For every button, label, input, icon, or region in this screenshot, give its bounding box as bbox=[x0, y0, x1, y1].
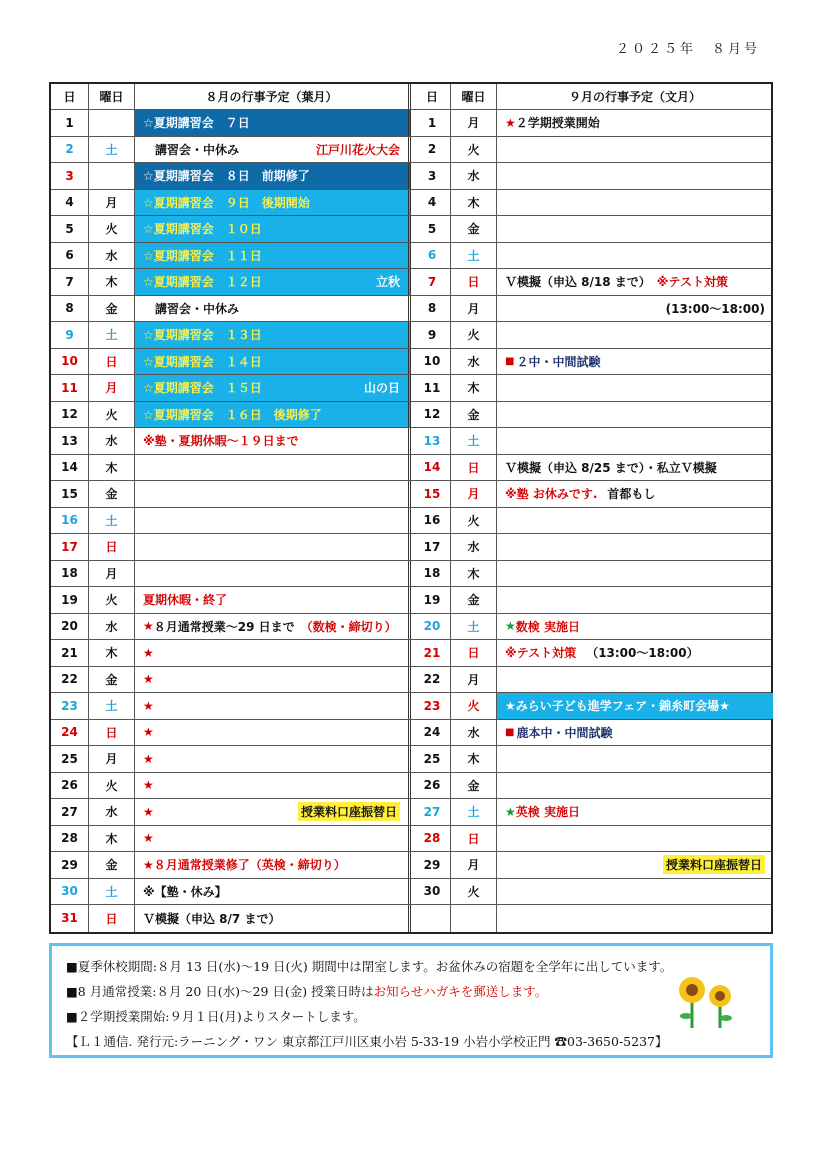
aug-day-29: 29 bbox=[51, 852, 89, 878]
sep-event-1 bbox=[497, 110, 773, 136]
august-title: ８月の行事予定（葉月） bbox=[135, 84, 411, 109]
aug-day-28: 28 bbox=[51, 826, 89, 852]
sep-day-28: 28 bbox=[414, 826, 451, 852]
aug-day-4: 4 bbox=[51, 190, 89, 216]
calendar-row bbox=[51, 296, 771, 323]
sep-weekday-3: 水 bbox=[451, 163, 497, 189]
sunflower-icon bbox=[672, 976, 742, 1028]
aug-event-7 bbox=[135, 269, 411, 295]
aug-event-14 bbox=[135, 455, 411, 481]
event-calendar bbox=[49, 82, 773, 934]
sep-event-12 bbox=[497, 402, 773, 428]
sep-weekday-19: 金 bbox=[451, 587, 497, 613]
sep-event-text: 鹿本中・中間試験 bbox=[516, 725, 613, 740]
aug-day-15: 15 bbox=[51, 481, 89, 507]
aug-day-12: 12 bbox=[51, 402, 89, 428]
sep-day-19: 19 bbox=[414, 587, 451, 613]
sep-day-29: 29 bbox=[414, 852, 451, 878]
sep-weekday-1: 月 bbox=[451, 110, 497, 136]
aug-event-30 bbox=[135, 879, 411, 905]
calendar-row bbox=[51, 587, 771, 614]
sep-day-3: 3 bbox=[414, 163, 451, 189]
aug-weekday-17: 日 bbox=[89, 534, 135, 560]
notice-summer-closure: ■夏季休校期間:８月 13 日(水)～19 日(火) 期間中は閉室します。お盆休みの宿題を全学年に出しています。 bbox=[66, 959, 673, 974]
calendar-row bbox=[51, 534, 771, 561]
calendar-row bbox=[51, 349, 771, 376]
aug-event-11 bbox=[135, 375, 411, 401]
aug-weekday-9: 土 bbox=[89, 322, 135, 348]
aug-day-30: 30 bbox=[51, 879, 89, 905]
sep-day-1: 1 bbox=[414, 110, 451, 136]
aug-event-17 bbox=[135, 534, 411, 560]
sep-weekday-29: 月 bbox=[451, 852, 497, 878]
sep-event-11 bbox=[497, 375, 773, 401]
calendar-row bbox=[51, 455, 771, 482]
aug-day-13: 13 bbox=[51, 428, 89, 454]
aug-day-17: 17 bbox=[51, 534, 89, 560]
calendar-row bbox=[51, 190, 771, 217]
sep-weekday-30: 火 bbox=[451, 879, 497, 905]
sep-event-9 bbox=[497, 322, 773, 348]
aug-event-13 bbox=[135, 428, 411, 454]
sep-event-2 bbox=[497, 137, 773, 163]
aug-event-23 bbox=[135, 693, 411, 719]
aug-event-text: 夏期休暇・終了 bbox=[143, 593, 228, 608]
notice-publisher: 【Ｌ１通信. 発行元:ラーニング・ワン 東京都江戸川区東小岩 5-33-19 小岩小学校正門 ☎03-3650-5237】 bbox=[66, 1034, 668, 1049]
aug-event-20 bbox=[135, 614, 411, 640]
sep-event-note: (13:00～18:00) bbox=[665, 301, 765, 316]
day-header: 日 bbox=[51, 84, 89, 109]
calendar-row bbox=[51, 720, 771, 747]
sep-day-11: 11 bbox=[414, 375, 451, 401]
aug-day-22: 22 bbox=[51, 667, 89, 693]
sep-weekday-26: 金 bbox=[451, 773, 497, 799]
calendar-row bbox=[51, 746, 771, 773]
aug-event-15 bbox=[135, 481, 411, 507]
aug-weekday-15: 金 bbox=[89, 481, 135, 507]
sep-weekday-31 bbox=[451, 905, 497, 932]
aug-weekday-20: 水 bbox=[89, 614, 135, 640]
aug-event-21 bbox=[135, 640, 411, 666]
aug-event-8 bbox=[135, 296, 411, 322]
aug-weekday-21: 木 bbox=[89, 640, 135, 666]
notice-box bbox=[49, 943, 773, 1058]
aug-event-note: 山の日 bbox=[363, 381, 400, 396]
sep-event-extra: 首都もし bbox=[607, 487, 656, 502]
sep-event-24 bbox=[497, 720, 773, 746]
aug-day-11: 11 bbox=[51, 375, 89, 401]
sep-event-text: ２学期授業開始 bbox=[515, 116, 600, 131]
aug-day-19: 19 bbox=[51, 587, 89, 613]
aug-event-31 bbox=[135, 905, 411, 932]
aug-day-20: 20 bbox=[51, 614, 89, 640]
aug-day-26: 26 bbox=[51, 773, 89, 799]
aug-day-9: 9 bbox=[51, 322, 89, 348]
calendar-row bbox=[51, 561, 771, 588]
aug-weekday-25: 月 bbox=[89, 746, 135, 772]
sep-weekday-27: 土 bbox=[451, 799, 497, 825]
aug-weekday-29: 金 bbox=[89, 852, 135, 878]
sep-event-18 bbox=[497, 561, 773, 587]
star-icon: ★ bbox=[505, 804, 516, 819]
aug-day-18: 18 bbox=[51, 561, 89, 587]
sep-day-16: 16 bbox=[414, 508, 451, 534]
sep-day-14: 14 bbox=[414, 455, 451, 481]
sep-weekday-18: 木 bbox=[451, 561, 497, 587]
calendar-row bbox=[51, 402, 771, 429]
aug-weekday-16: 土 bbox=[89, 508, 135, 534]
aug-weekday-26: 火 bbox=[89, 773, 135, 799]
sep-event-28 bbox=[497, 826, 773, 852]
aug-event-3 bbox=[135, 163, 411, 189]
calendar-row bbox=[51, 905, 771, 932]
sep-day-31 bbox=[414, 905, 451, 932]
calendar-row bbox=[51, 852, 771, 879]
aug-event-6 bbox=[135, 243, 411, 269]
aug-event-10 bbox=[135, 349, 411, 375]
sep-event-29 bbox=[497, 852, 773, 878]
star-icon: ★ bbox=[143, 804, 154, 819]
sep-weekday-23: 火 bbox=[451, 693, 497, 719]
sep-event-21 bbox=[497, 640, 773, 666]
sep-day-13: 13 bbox=[414, 428, 451, 454]
star-icon: ★ bbox=[143, 778, 154, 793]
sep-day-18: 18 bbox=[414, 561, 451, 587]
aug-weekday-8: 金 bbox=[89, 296, 135, 322]
aug-event-note: 立秋 bbox=[375, 275, 400, 290]
aug-weekday-18: 月 bbox=[89, 561, 135, 587]
sep-event-text: ★みらい子ども進学フェア・錦糸町会場★ bbox=[505, 699, 730, 714]
star-icon: ★ bbox=[143, 857, 154, 872]
sep-event-text: 英検 実施日 bbox=[515, 805, 580, 820]
star-icon: ★ bbox=[143, 645, 154, 660]
star-icon: ★ bbox=[143, 698, 154, 713]
calendar-row bbox=[51, 481, 771, 508]
sep-weekday-7: 日 bbox=[451, 269, 497, 295]
sep-day-24: 24 bbox=[414, 720, 451, 746]
weekday-header: 曜日 bbox=[89, 84, 135, 109]
aug-day-27: 27 bbox=[51, 799, 89, 825]
aug-weekday-28: 木 bbox=[89, 826, 135, 852]
aug-weekday-24: 日 bbox=[89, 720, 135, 746]
sep-event-text: Ｖ模擬（申込 8/18 まで） bbox=[505, 275, 651, 290]
calendar-row bbox=[51, 826, 771, 853]
aug-event-5 bbox=[135, 216, 411, 242]
aug-event-27 bbox=[135, 799, 411, 825]
aug-day-21: 21 bbox=[51, 640, 89, 666]
calendar-row bbox=[51, 163, 771, 190]
aug-event-26 bbox=[135, 773, 411, 799]
calendar-row bbox=[51, 614, 771, 641]
aug-day-24: 24 bbox=[51, 720, 89, 746]
day-header: 日 bbox=[414, 84, 451, 109]
sep-event-3 bbox=[497, 163, 773, 189]
aug-weekday-4: 月 bbox=[89, 190, 135, 216]
sep-day-23: 23 bbox=[414, 693, 451, 719]
aug-event-text: ☆夏期講習会 ９日 後期開始 bbox=[143, 195, 310, 210]
aug-event-18 bbox=[135, 561, 411, 587]
aug-event-16 bbox=[135, 508, 411, 534]
star-icon: ★ bbox=[143, 619, 154, 634]
aug-day-8: 8 bbox=[51, 296, 89, 322]
sep-event-17 bbox=[497, 534, 773, 560]
sep-day-20: 20 bbox=[414, 614, 451, 640]
aug-event-extra: （数検・締切り） bbox=[300, 619, 397, 634]
sep-event-20 bbox=[497, 614, 773, 640]
aug-event-text: ☆夏期講習会 ８日 前期修了 bbox=[143, 169, 310, 184]
aug-weekday-14: 木 bbox=[89, 455, 135, 481]
notice-second-term: ■２学期授業開始:９月１日(月)よりスタートします。 bbox=[66, 1009, 366, 1024]
sep-day-4: 4 bbox=[414, 190, 451, 216]
sep-event-14 bbox=[497, 455, 773, 481]
aug-event-4 bbox=[135, 190, 411, 216]
aug-day-16: 16 bbox=[51, 508, 89, 534]
aug-day-2: 2 bbox=[51, 137, 89, 163]
calendar-header bbox=[51, 84, 771, 110]
sep-weekday-6: 土 bbox=[451, 243, 497, 269]
aug-event-text: ８月通常授業～29 日まで bbox=[153, 619, 295, 634]
sep-event-text: ※塾 お休みです. bbox=[505, 487, 598, 502]
sep-event-23 bbox=[497, 693, 773, 719]
aug-event-28 bbox=[135, 826, 411, 852]
sep-event-7 bbox=[497, 269, 773, 295]
sep-day-21: 21 bbox=[414, 640, 451, 666]
sep-weekday-11: 木 bbox=[451, 375, 497, 401]
sep-event-10 bbox=[497, 349, 773, 375]
star-icon: ★ bbox=[143, 831, 154, 846]
calendar-row bbox=[51, 216, 771, 243]
aug-weekday-27: 水 bbox=[89, 799, 135, 825]
aug-weekday-30: 土 bbox=[89, 879, 135, 905]
aug-event-note: 江戸川花火大会 bbox=[315, 142, 400, 157]
sep-day-7: 7 bbox=[414, 269, 451, 295]
sep-day-25: 25 bbox=[414, 746, 451, 772]
weekday-header: 曜日 bbox=[451, 84, 497, 109]
aug-event-29 bbox=[135, 852, 411, 878]
aug-event-text: ８月通常授業修了（英検・締切り） bbox=[153, 858, 346, 873]
star-icon: ★ bbox=[143, 672, 154, 687]
aug-event-text: ☆夏期講習会 １１日 bbox=[143, 248, 262, 263]
sep-weekday-16: 火 bbox=[451, 508, 497, 534]
calendar-row bbox=[51, 428, 771, 455]
sep-weekday-24: 水 bbox=[451, 720, 497, 746]
sep-weekday-17: 水 bbox=[451, 534, 497, 560]
aug-event-25 bbox=[135, 746, 411, 772]
aug-event-22 bbox=[135, 667, 411, 693]
sep-day-30: 30 bbox=[414, 879, 451, 905]
aug-day-7: 7 bbox=[51, 269, 89, 295]
sep-event-text: ※テスト対策 bbox=[505, 646, 577, 661]
sep-day-27: 27 bbox=[414, 799, 451, 825]
sep-day-15: 15 bbox=[414, 481, 451, 507]
calendar-row bbox=[51, 773, 771, 800]
aug-event-text: Ｖ模擬（申込 8/7 まで） bbox=[143, 911, 281, 926]
sep-weekday-4: 木 bbox=[451, 190, 497, 216]
sep-day-8: 8 bbox=[414, 296, 451, 322]
aug-event-text: ☆夏期講習会 ７日 bbox=[143, 116, 250, 131]
sep-day-26: 26 bbox=[414, 773, 451, 799]
sep-event-25 bbox=[497, 746, 773, 772]
calendar-row bbox=[51, 110, 771, 137]
aug-weekday-23: 土 bbox=[89, 693, 135, 719]
sep-event-16 bbox=[497, 508, 773, 534]
sep-weekday-10: 水 bbox=[451, 349, 497, 375]
aug-event-19 bbox=[135, 587, 411, 613]
calendar-row bbox=[51, 508, 771, 535]
star-icon: ★ bbox=[143, 751, 154, 766]
aug-event-text: ※【塾・休み】 bbox=[143, 884, 227, 899]
sep-weekday-15: 月 bbox=[451, 481, 497, 507]
sep-day-12: 12 bbox=[414, 402, 451, 428]
calendar-row bbox=[51, 137, 771, 164]
aug-event-24 bbox=[135, 720, 411, 746]
sep-day-10: 10 bbox=[414, 349, 451, 375]
sep-event-text: ２中・中間試験 bbox=[516, 354, 601, 369]
sep-day-5: 5 bbox=[414, 216, 451, 242]
aug-day-23: 23 bbox=[51, 693, 89, 719]
sep-event-5 bbox=[497, 216, 773, 242]
notice-august-classes: ■8 月通常授業:８月 20 日(水)～29 日(金) 授業日時はお知らせハガキを郵送します。 bbox=[66, 984, 548, 999]
calendar-row bbox=[51, 640, 771, 667]
calendar-row bbox=[51, 879, 771, 906]
aug-event-text: ☆夏期講習会 １０日 bbox=[143, 222, 262, 237]
calendar-row bbox=[51, 243, 771, 270]
sep-day-22: 22 bbox=[414, 667, 451, 693]
aug-weekday-12: 火 bbox=[89, 402, 135, 428]
aug-weekday-31: 日 bbox=[89, 905, 135, 932]
sep-event-19 bbox=[497, 587, 773, 613]
sep-event-note: 授業料口座振替日 bbox=[663, 855, 765, 874]
aug-event-1 bbox=[135, 110, 411, 136]
aug-weekday-3 bbox=[89, 163, 135, 189]
star-icon: ★ bbox=[505, 619, 516, 634]
sep-weekday-5: 金 bbox=[451, 216, 497, 242]
sep-event-extra: （13:00～18:00） bbox=[586, 646, 699, 661]
sep-event-31 bbox=[497, 905, 773, 932]
sep-weekday-13: 土 bbox=[451, 428, 497, 454]
aug-day-14: 14 bbox=[51, 455, 89, 481]
sep-event-22 bbox=[497, 667, 773, 693]
aug-day-1: 1 bbox=[51, 110, 89, 136]
calendar-row bbox=[51, 693, 771, 720]
sep-weekday-2: 火 bbox=[451, 137, 497, 163]
sep-event-6 bbox=[497, 243, 773, 269]
star-icon: ★ bbox=[505, 115, 516, 130]
sep-event-27 bbox=[497, 799, 773, 825]
aug-weekday-2: 土 bbox=[89, 137, 135, 163]
sep-event-4 bbox=[497, 190, 773, 216]
sep-day-6: 6 bbox=[414, 243, 451, 269]
aug-day-25: 25 bbox=[51, 746, 89, 772]
aug-weekday-22: 金 bbox=[89, 667, 135, 693]
aug-weekday-13: 水 bbox=[89, 428, 135, 454]
calendar-row bbox=[51, 322, 771, 349]
aug-weekday-5: 火 bbox=[89, 216, 135, 242]
aug-weekday-6: 水 bbox=[89, 243, 135, 269]
sep-weekday-21: 日 bbox=[451, 640, 497, 666]
sep-day-9: 9 bbox=[414, 322, 451, 348]
issue-date: ２０２５年 ８月号 bbox=[615, 42, 760, 57]
sep-weekday-9: 火 bbox=[451, 322, 497, 348]
aug-event-12 bbox=[135, 402, 411, 428]
aug-event-note: 授業料口座振替日 bbox=[298, 802, 400, 821]
sep-weekday-25: 木 bbox=[451, 746, 497, 772]
aug-event-9 bbox=[135, 322, 411, 348]
aug-day-6: 6 bbox=[51, 243, 89, 269]
aug-event-text: 講習会・中休み bbox=[155, 142, 240, 157]
sep-day-2: 2 bbox=[414, 137, 451, 163]
aug-weekday-1 bbox=[89, 110, 135, 136]
aug-day-10: 10 bbox=[51, 349, 89, 375]
aug-day-3: 3 bbox=[51, 163, 89, 189]
aug-event-text: ☆夏期講習会 １６日 後期修了 bbox=[143, 407, 322, 422]
aug-event-text: ☆夏期講習会 １２日 bbox=[143, 275, 262, 290]
square-icon: ■ bbox=[505, 726, 515, 738]
aug-event-text: ※塾・夏期休暇～１９日まで bbox=[143, 434, 299, 449]
aug-event-text: 講習会・中休み bbox=[155, 301, 240, 316]
aug-weekday-10: 日 bbox=[89, 349, 135, 375]
sep-weekday-20: 土 bbox=[451, 614, 497, 640]
calendar-row bbox=[51, 375, 771, 402]
square-icon: ■ bbox=[505, 355, 515, 367]
aug-weekday-19: 火 bbox=[89, 587, 135, 613]
aug-event-text: ☆夏期講習会 １５日 bbox=[143, 381, 262, 396]
aug-day-5: 5 bbox=[51, 216, 89, 242]
calendar-row bbox=[51, 667, 771, 694]
sep-event-8 bbox=[497, 296, 773, 322]
sep-day-17: 17 bbox=[414, 534, 451, 560]
sep-weekday-8: 月 bbox=[451, 296, 497, 322]
sep-event-text: Ｖ模擬（申込 8/25 まで）・私立Ｖ模擬 bbox=[505, 460, 717, 475]
aug-day-31: 31 bbox=[51, 905, 89, 932]
sep-event-15 bbox=[497, 481, 773, 507]
sep-event-30 bbox=[497, 879, 773, 905]
sep-event-26 bbox=[497, 773, 773, 799]
aug-weekday-11: 月 bbox=[89, 375, 135, 401]
sep-weekday-22: 月 bbox=[451, 667, 497, 693]
sep-event-extra: ※テスト対策 bbox=[656, 275, 728, 290]
aug-event-2 bbox=[135, 137, 411, 163]
sep-weekday-12: 金 bbox=[451, 402, 497, 428]
sep-weekday-28: 日 bbox=[451, 826, 497, 852]
aug-weekday-7: 木 bbox=[89, 269, 135, 295]
calendar-row bbox=[51, 799, 771, 826]
star-icon: ★ bbox=[143, 725, 154, 740]
aug-event-text: ☆夏期講習会 １４日 bbox=[143, 354, 262, 369]
september-title: ９月の行事予定（文月） bbox=[568, 90, 701, 104]
sep-weekday-14: 日 bbox=[451, 455, 497, 481]
sep-event-text: 数検 実施日 bbox=[515, 619, 580, 634]
sep-event-13 bbox=[497, 428, 773, 454]
aug-event-text: ☆夏期講習会 １３日 bbox=[143, 328, 262, 343]
calendar-row bbox=[51, 269, 771, 296]
